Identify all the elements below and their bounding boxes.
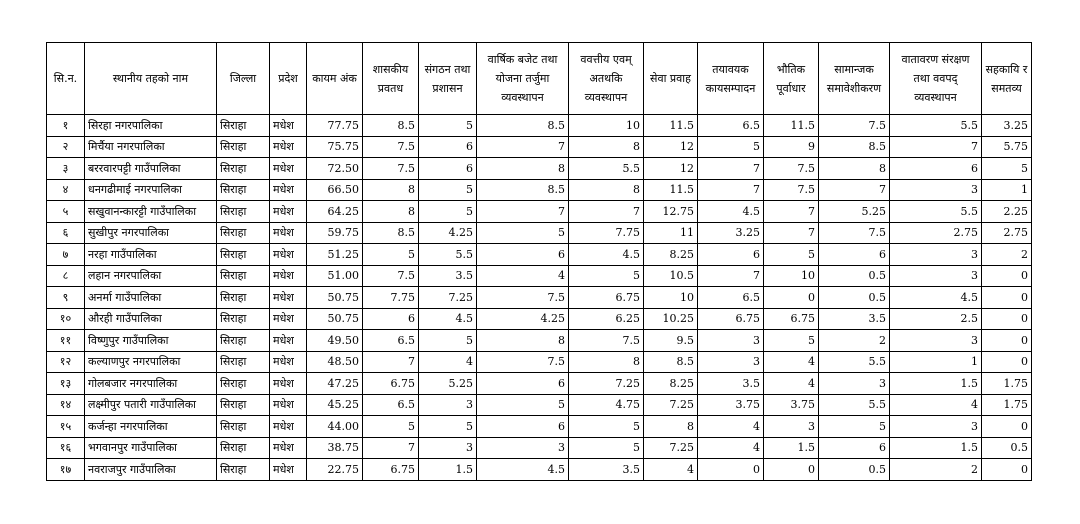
cell-district: सिराहा <box>217 266 270 287</box>
cell-governance: 7 <box>363 352 419 373</box>
cell-social-inclusion: 6 <box>819 244 890 266</box>
cell-province: मधेश <box>270 373 307 395</box>
cell-district: सिराहा <box>217 395 270 416</box>
cell-budget-planning: 4.25 <box>477 309 569 330</box>
cell-cooperation-coordination: 3.25 <box>982 115 1032 137</box>
cell-governance: 8.5 <box>363 115 419 137</box>
cell-budget-planning: 4 <box>477 266 569 287</box>
cell-total-score: 50.75 <box>307 287 363 309</box>
cell-cooperation-coordination: 1.75 <box>982 395 1032 416</box>
cell-service-delivery: 8.25 <box>644 373 698 395</box>
cell-infrastructure: 7.5 <box>764 158 819 180</box>
table-row <box>47 244 1032 266</box>
cell-serial-number: १२ <box>47 352 85 373</box>
cell-budget-planning: 7 <box>477 137 569 158</box>
cell-total-score: 38.75 <box>307 438 363 459</box>
cell-district: सिराहा <box>217 158 270 180</box>
cell-serial-number: ४ <box>47 180 85 201</box>
cell-financial-management: 10 <box>569 115 644 137</box>
header-serial-number: सि.न. <box>47 43 85 115</box>
cell-social-inclusion: 6 <box>819 438 890 459</box>
cell-infrastructure: 0 <box>764 287 819 309</box>
cell-environment-disaster: 1.5 <box>890 373 982 395</box>
table-row <box>47 438 1032 459</box>
cell-organization-administration: 1.5 <box>419 459 477 481</box>
cell-local-level-name: नरहा गाउँपालिका <box>85 244 217 266</box>
cell-province: मधेश <box>270 180 307 201</box>
cell-cooperation-coordination: 0.5 <box>982 438 1032 459</box>
cell-local-level-name: कल्याणपुर नगरपालिका <box>85 352 217 373</box>
cell-district: सिराहा <box>217 244 270 266</box>
cell-province: मधेश <box>270 158 307 180</box>
cell-total-score: 47.25 <box>307 373 363 395</box>
cell-social-inclusion: 7.5 <box>819 223 890 244</box>
cell-infrastructure: 7.5 <box>764 180 819 201</box>
header-service-delivery: सेवा प्रवाह <box>644 43 698 115</box>
cell-local-level-name: अनर्मा गाउँपालिका <box>85 287 217 309</box>
cell-local-level-name: लक्ष्मीपुर पतारी गाउँपालिका <box>85 395 217 416</box>
cell-total-score: 72.50 <box>307 158 363 180</box>
cell-serial-number: ६ <box>47 223 85 244</box>
cell-district: सिराहा <box>217 438 270 459</box>
cell-social-inclusion: 8 <box>819 158 890 180</box>
cell-social-inclusion: 2 <box>819 330 890 352</box>
cell-service-delivery: 7.25 <box>644 438 698 459</box>
cell-environment-disaster: 2.5 <box>890 309 982 330</box>
cell-total-score: 51.00 <box>307 266 363 287</box>
cell-infrastructure: 4 <box>764 373 819 395</box>
cell-budget-planning: 7 <box>477 201 569 223</box>
table-body <box>47 115 1032 481</box>
cell-service-delivery: 12 <box>644 158 698 180</box>
cell-environment-disaster: 5.5 <box>890 115 982 137</box>
cell-financial-management: 7.25 <box>569 373 644 395</box>
cell-province: मधेश <box>270 352 307 373</box>
cell-judicial-performance: 0 <box>698 459 764 481</box>
cell-environment-disaster: 4.5 <box>890 287 982 309</box>
cell-financial-management: 4.5 <box>569 244 644 266</box>
cell-judicial-performance: 6 <box>698 244 764 266</box>
cell-financial-management: 6.25 <box>569 309 644 330</box>
header-province: प्रदेश <box>270 43 307 115</box>
cell-service-delivery: 10.5 <box>644 266 698 287</box>
cell-organization-administration: 5 <box>419 416 477 438</box>
cell-judicial-performance: 7 <box>698 266 764 287</box>
cell-environment-disaster: 2.75 <box>890 223 982 244</box>
cell-cooperation-coordination: 5 <box>982 158 1032 180</box>
cell-cooperation-coordination: 0 <box>982 352 1032 373</box>
cell-infrastructure: 5 <box>764 330 819 352</box>
cell-cooperation-coordination: 5.75 <box>982 137 1032 158</box>
table-row <box>47 395 1032 416</box>
cell-province: मधेश <box>270 223 307 244</box>
cell-organization-administration: 3.5 <box>419 266 477 287</box>
cell-financial-management: 6.75 <box>569 287 644 309</box>
cell-district: सिराहा <box>217 459 270 481</box>
cell-environment-disaster: 5.5 <box>890 201 982 223</box>
cell-environment-disaster: 4 <box>890 395 982 416</box>
cell-infrastructure: 0 <box>764 459 819 481</box>
cell-judicial-performance: 3.75 <box>698 395 764 416</box>
cell-province: मधेश <box>270 137 307 158</box>
cell-district: सिराहा <box>217 115 270 137</box>
cell-service-delivery: 11 <box>644 223 698 244</box>
cell-local-level-name: बररवारपट्टी गाउँपालिका <box>85 158 217 180</box>
cell-service-delivery: 4 <box>644 459 698 481</box>
cell-governance: 7.5 <box>363 137 419 158</box>
cell-organization-administration: 5 <box>419 115 477 137</box>
cell-service-delivery: 7.25 <box>644 395 698 416</box>
cell-financial-management: 7 <box>569 201 644 223</box>
cell-district: सिराहा <box>217 223 270 244</box>
cell-social-inclusion: 5.25 <box>819 201 890 223</box>
cell-environment-disaster: 7 <box>890 137 982 158</box>
cell-social-inclusion: 7 <box>819 180 890 201</box>
cell-cooperation-coordination: 1.75 <box>982 373 1032 395</box>
table-row <box>47 416 1032 438</box>
cell-organization-administration: 5.25 <box>419 373 477 395</box>
cell-financial-management: 5.5 <box>569 158 644 180</box>
cell-total-score: 75.75 <box>307 137 363 158</box>
cell-local-level-name: लहान नगरपालिका <box>85 266 217 287</box>
cell-province: मधेश <box>270 266 307 287</box>
cell-social-inclusion: 7.5 <box>819 115 890 137</box>
cell-organization-administration: 4.25 <box>419 223 477 244</box>
header-infrastructure: भौतिक पूर्वाधार <box>764 43 819 115</box>
cell-governance: 5 <box>363 416 419 438</box>
cell-organization-administration: 5.5 <box>419 244 477 266</box>
cell-governance: 8.5 <box>363 223 419 244</box>
cell-cooperation-coordination: 0 <box>982 416 1032 438</box>
cell-financial-management: 8 <box>569 137 644 158</box>
cell-judicial-performance: 5 <box>698 137 764 158</box>
cell-organization-administration: 4.5 <box>419 309 477 330</box>
cell-financial-management: 5 <box>569 438 644 459</box>
cell-infrastructure: 9 <box>764 137 819 158</box>
cell-service-delivery: 12.75 <box>644 201 698 223</box>
cell-infrastructure: 5 <box>764 244 819 266</box>
cell-local-level-name: मिर्चैया नगरपालिका <box>85 137 217 158</box>
cell-province: मधेश <box>270 244 307 266</box>
cell-organization-administration: 4 <box>419 352 477 373</box>
cell-district: सिराहा <box>217 416 270 438</box>
cell-organization-administration: 5 <box>419 330 477 352</box>
cell-service-delivery: 8.25 <box>644 244 698 266</box>
header-financial-management: ववत्तीय एवम् अतथकि व्यवस्थापन <box>569 43 644 115</box>
cell-financial-management: 3.5 <box>569 459 644 481</box>
cell-infrastructure: 4 <box>764 352 819 373</box>
cell-serial-number: ५ <box>47 201 85 223</box>
cell-total-score: 50.75 <box>307 309 363 330</box>
cell-environment-disaster: 6 <box>890 158 982 180</box>
header-social-inclusion: सामान्जक समावेशीकरण <box>819 43 890 115</box>
cell-serial-number: ९ <box>47 287 85 309</box>
cell-governance: 7.5 <box>363 158 419 180</box>
cell-total-score: 51.25 <box>307 244 363 266</box>
cell-province: मधेश <box>270 115 307 137</box>
cell-cooperation-coordination: 2 <box>982 244 1032 266</box>
cell-infrastructure: 3 <box>764 416 819 438</box>
cell-judicial-performance: 4.5 <box>698 201 764 223</box>
cell-budget-planning: 8 <box>477 330 569 352</box>
cell-local-level-name: सुखीपुर नगरपालिका <box>85 223 217 244</box>
header-organization-administration: संगठन तथा प्रशासन <box>419 43 477 115</box>
table-row <box>47 201 1032 223</box>
cell-social-inclusion: 5 <box>819 416 890 438</box>
cell-financial-management: 7.5 <box>569 330 644 352</box>
table-row <box>47 115 1032 137</box>
cell-social-inclusion: 8.5 <box>819 137 890 158</box>
cell-local-level-name: धनगढीमाई नगरपालिका <box>85 180 217 201</box>
cell-budget-planning: 6 <box>477 373 569 395</box>
cell-governance: 5 <box>363 244 419 266</box>
cell-budget-planning: 7.5 <box>477 352 569 373</box>
cell-social-inclusion: 3.5 <box>819 309 890 330</box>
cell-social-inclusion: 3 <box>819 373 890 395</box>
cell-organization-administration: 6 <box>419 158 477 180</box>
cell-total-score: 77.75 <box>307 115 363 137</box>
cell-budget-planning: 6 <box>477 244 569 266</box>
cell-total-score: 48.50 <box>307 352 363 373</box>
cell-social-inclusion: 0.5 <box>819 459 890 481</box>
table-row <box>47 373 1032 395</box>
cell-organization-administration: 3 <box>419 395 477 416</box>
cell-serial-number: १० <box>47 309 85 330</box>
cell-infrastructure: 7 <box>764 201 819 223</box>
cell-environment-disaster: 3 <box>890 180 982 201</box>
cell-infrastructure: 6.75 <box>764 309 819 330</box>
cell-district: सिराहा <box>217 352 270 373</box>
cell-environment-disaster: 3 <box>890 266 982 287</box>
cell-serial-number: २ <box>47 137 85 158</box>
cell-total-score: 66.50 <box>307 180 363 201</box>
cell-province: मधेश <box>270 395 307 416</box>
cell-financial-management: 4.75 <box>569 395 644 416</box>
cell-serial-number: १३ <box>47 373 85 395</box>
cell-service-delivery: 8 <box>644 416 698 438</box>
cell-cooperation-coordination: 0 <box>982 309 1032 330</box>
table-row <box>47 459 1032 481</box>
cell-governance: 8 <box>363 180 419 201</box>
ranking-table <box>46 42 1032 481</box>
cell-service-delivery: 11.5 <box>644 115 698 137</box>
cell-district: सिराहा <box>217 309 270 330</box>
cell-cooperation-coordination: 0 <box>982 330 1032 352</box>
cell-budget-planning: 5 <box>477 223 569 244</box>
cell-judicial-performance: 3.25 <box>698 223 764 244</box>
table-row <box>47 266 1032 287</box>
cell-total-score: 64.25 <box>307 201 363 223</box>
cell-district: सिराहा <box>217 137 270 158</box>
cell-district: सिराहा <box>217 330 270 352</box>
cell-district: सिराहा <box>217 201 270 223</box>
cell-budget-planning: 8.5 <box>477 115 569 137</box>
cell-cooperation-coordination: 0 <box>982 459 1032 481</box>
cell-infrastructure: 11.5 <box>764 115 819 137</box>
cell-governance: 6.5 <box>363 395 419 416</box>
cell-budget-planning: 8 <box>477 158 569 180</box>
cell-financial-management: 5 <box>569 266 644 287</box>
table-row <box>47 309 1032 330</box>
cell-governance: 7.75 <box>363 287 419 309</box>
cell-organization-administration: 5 <box>419 180 477 201</box>
cell-total-score: 22.75 <box>307 459 363 481</box>
cell-serial-number: १७ <box>47 459 85 481</box>
cell-environment-disaster: 3 <box>890 416 982 438</box>
cell-organization-administration: 6 <box>419 137 477 158</box>
cell-governance: 6.75 <box>363 459 419 481</box>
cell-serial-number: १४ <box>47 395 85 416</box>
cell-service-delivery: 12 <box>644 137 698 158</box>
cell-environment-disaster: 1.5 <box>890 438 982 459</box>
header-cooperation-coordination: सहकायि र समतव्य <box>982 43 1032 115</box>
cell-social-inclusion: 5.5 <box>819 395 890 416</box>
cell-local-level-name: सिरहा नगरपालिका <box>85 115 217 137</box>
cell-local-level-name: कर्जन्हा नगरपालिका <box>85 416 217 438</box>
table-row <box>47 223 1032 244</box>
cell-financial-management: 5 <box>569 416 644 438</box>
header-local-level-name: स्थानीय तहको नाम <box>85 43 217 115</box>
header-budget-planning: वार्षिक बजेट तथा योजना तर्जुमा व्यवस्थापन <box>477 43 569 115</box>
cell-service-delivery: 10.25 <box>644 309 698 330</box>
table-row <box>47 158 1032 180</box>
cell-serial-number: ३ <box>47 158 85 180</box>
cell-organization-administration: 5 <box>419 201 477 223</box>
cell-province: मधेश <box>270 201 307 223</box>
cell-cooperation-coordination: 2.75 <box>982 223 1032 244</box>
table-row <box>47 352 1032 373</box>
cell-budget-planning: 3 <box>477 438 569 459</box>
cell-judicial-performance: 7 <box>698 158 764 180</box>
cell-province: मधेश <box>270 287 307 309</box>
cell-cooperation-coordination: 0 <box>982 287 1032 309</box>
header-governance: शासकीय प्रवतध <box>363 43 419 115</box>
cell-judicial-performance: 7 <box>698 180 764 201</box>
cell-local-level-name: भगवानपुर गाउँपालिका <box>85 438 217 459</box>
cell-district: सिराहा <box>217 287 270 309</box>
cell-service-delivery: 10 <box>644 287 698 309</box>
cell-service-delivery: 9.5 <box>644 330 698 352</box>
cell-judicial-performance: 3.5 <box>698 373 764 395</box>
cell-budget-planning: 6 <box>477 416 569 438</box>
cell-infrastructure: 1.5 <box>764 438 819 459</box>
cell-budget-planning: 4.5 <box>477 459 569 481</box>
table-row <box>47 180 1032 201</box>
cell-total-score: 45.25 <box>307 395 363 416</box>
cell-governance: 7 <box>363 438 419 459</box>
cell-environment-disaster: 2 <box>890 459 982 481</box>
cell-province: मधेश <box>270 438 307 459</box>
cell-district: सिराहा <box>217 180 270 201</box>
cell-serial-number: ११ <box>47 330 85 352</box>
cell-total-score: 49.50 <box>307 330 363 352</box>
cell-environment-disaster: 3 <box>890 244 982 266</box>
cell-cooperation-coordination: 0 <box>982 266 1032 287</box>
cell-infrastructure: 3.75 <box>764 395 819 416</box>
header-row <box>47 43 1032 115</box>
table-row <box>47 287 1032 309</box>
cell-judicial-performance: 4 <box>698 438 764 459</box>
cell-financial-management: 8 <box>569 352 644 373</box>
header-district: जिल्ला <box>217 43 270 115</box>
cell-financial-management: 8 <box>569 180 644 201</box>
cell-infrastructure: 10 <box>764 266 819 287</box>
cell-social-inclusion: 0.5 <box>819 287 890 309</box>
cell-organization-administration: 3 <box>419 438 477 459</box>
cell-service-delivery: 11.5 <box>644 180 698 201</box>
header-judicial-performance: तयावयक कायसम्पादन <box>698 43 764 115</box>
cell-environment-disaster: 1 <box>890 352 982 373</box>
cell-serial-number: ८ <box>47 266 85 287</box>
cell-organization-administration: 7.25 <box>419 287 477 309</box>
table-row <box>47 330 1032 352</box>
cell-province: मधेश <box>270 459 307 481</box>
cell-governance: 6 <box>363 309 419 330</box>
cell-serial-number: १६ <box>47 438 85 459</box>
cell-serial-number: १५ <box>47 416 85 438</box>
cell-judicial-performance: 6.5 <box>698 287 764 309</box>
cell-budget-planning: 7.5 <box>477 287 569 309</box>
cell-governance: 6.5 <box>363 330 419 352</box>
cell-local-level-name: औरही गाउँपालिका <box>85 309 217 330</box>
cell-total-score: 59.75 <box>307 223 363 244</box>
cell-local-level-name: सखुवानन्कारट्टी गाउँपालिका <box>85 201 217 223</box>
cell-serial-number: ७ <box>47 244 85 266</box>
cell-local-level-name: नवराजपुर गाउँपालिका <box>85 459 217 481</box>
cell-district: सिराहा <box>217 373 270 395</box>
cell-judicial-performance: 3 <box>698 352 764 373</box>
cell-governance: 6.75 <box>363 373 419 395</box>
cell-judicial-performance: 3 <box>698 330 764 352</box>
cell-financial-management: 7.75 <box>569 223 644 244</box>
cell-social-inclusion: 0.5 <box>819 266 890 287</box>
cell-province: मधेश <box>270 309 307 330</box>
cell-social-inclusion: 5.5 <box>819 352 890 373</box>
cell-governance: 8 <box>363 201 419 223</box>
cell-governance: 7.5 <box>363 266 419 287</box>
cell-province: मधेश <box>270 416 307 438</box>
cell-judicial-performance: 4 <box>698 416 764 438</box>
cell-infrastructure: 7 <box>764 223 819 244</box>
cell-environment-disaster: 3 <box>890 330 982 352</box>
cell-budget-planning: 5 <box>477 395 569 416</box>
header-environment-disaster: वातावरण संरक्षण तथा ववपद् व्यवस्थापन <box>890 43 982 115</box>
cell-service-delivery: 8.5 <box>644 352 698 373</box>
cell-cooperation-coordination: 1 <box>982 180 1032 201</box>
cell-judicial-performance: 6.5 <box>698 115 764 137</box>
cell-local-level-name: विष्णुपुर गाउँपालिका <box>85 330 217 352</box>
cell-local-level-name: गोलबजार नगरपालिका <box>85 373 217 395</box>
header-total-score: कायम अंक <box>307 43 363 115</box>
cell-province: मधेश <box>270 330 307 352</box>
table-row <box>47 137 1032 158</box>
cell-budget-planning: 8.5 <box>477 180 569 201</box>
cell-total-score: 44.00 <box>307 416 363 438</box>
cell-serial-number: १ <box>47 115 85 137</box>
cell-judicial-performance: 6.75 <box>698 309 764 330</box>
cell-cooperation-coordination: 2.25 <box>982 201 1032 223</box>
